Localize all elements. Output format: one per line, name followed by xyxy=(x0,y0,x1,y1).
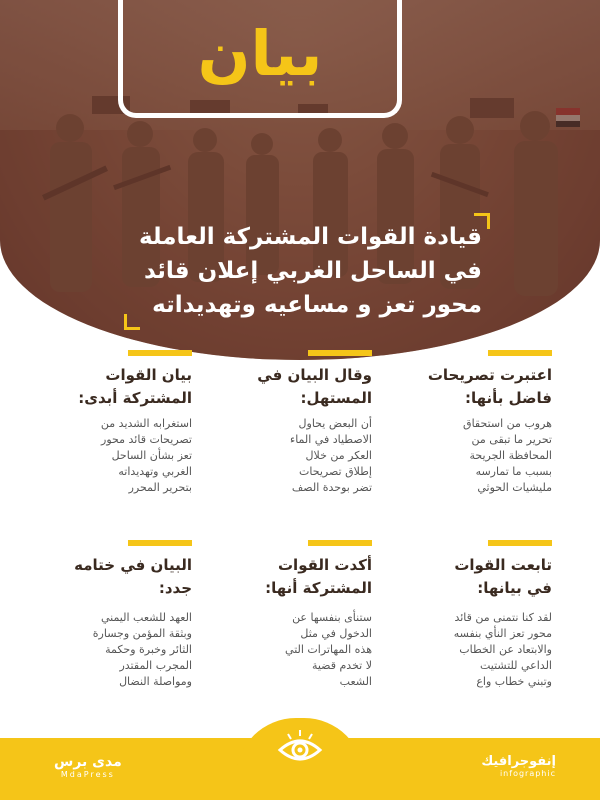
card-body-line: هذه المهاترات التي xyxy=(285,643,372,656)
infographic-label-ar: إنفوجرافيك xyxy=(481,754,556,769)
card-heading-line: البيان في ختامه xyxy=(74,556,192,574)
card-body xyxy=(222,610,372,690)
card-body xyxy=(222,416,372,496)
card-body-line: ستنأى بنفسها عن xyxy=(292,611,372,624)
card-heading-line: في بيانها: xyxy=(477,579,552,597)
card-body-line: العكر من خلال xyxy=(305,449,372,462)
infographic-label xyxy=(481,754,556,778)
card-accent-bar xyxy=(488,350,552,356)
card-body-line: تعز بشأن الساحل xyxy=(111,449,192,462)
card-heading-line: اعتبرت تصريحات xyxy=(427,366,552,384)
card-body-line: لا تخدم قضية xyxy=(311,659,372,672)
brand-name-ar: مدى برس xyxy=(54,754,122,770)
headline-line: في الساحل الغربي إعلان قائد xyxy=(143,258,482,284)
card-body-line: والابتعاد عن الخطاب xyxy=(459,643,552,656)
card-body-line: الشعب xyxy=(339,675,372,688)
card-body-line: مليشيات الحوثي xyxy=(477,481,552,494)
infographic-label-en: infographic xyxy=(499,769,556,778)
card-heading xyxy=(222,554,372,600)
card-body xyxy=(42,416,192,496)
headline-line: قيادة القوات المشتركة العاملة xyxy=(138,224,482,250)
card-accent-bar xyxy=(488,540,552,546)
card-body-line: تحرير ما تبقى من xyxy=(471,433,552,446)
card-heading-line: المشتركة أبدى: xyxy=(78,389,192,407)
card-body xyxy=(42,610,192,690)
eye-icon xyxy=(276,728,324,768)
card-heading xyxy=(222,364,372,410)
card-body xyxy=(402,610,552,690)
card-body-line: المحافظة الجريحة xyxy=(469,449,552,462)
card-body-line: العهد للشعب اليمني xyxy=(100,611,192,624)
card-heading xyxy=(42,364,192,410)
card-body-line: استغرابه الشديد من xyxy=(100,417,192,430)
card-heading xyxy=(402,554,552,600)
card-heading-line: تابعت القوات xyxy=(454,556,552,574)
card-4 xyxy=(402,540,552,720)
card-5 xyxy=(222,540,372,720)
card-accent-bar xyxy=(128,350,192,356)
card-body-line: الثائر وخبرة وحكمة xyxy=(105,643,192,656)
card-3 xyxy=(42,350,192,520)
card-heading-line: بيان القوات xyxy=(105,366,192,384)
card-body-line: الداعي للتشتيت xyxy=(479,659,552,672)
card-body-line: ومواصلة النضال xyxy=(119,675,192,688)
card-accent-bar xyxy=(308,540,372,546)
card-body-line: محور تعز النأي بنفسه xyxy=(453,627,552,640)
card-body-line: لقد كنا نتمنى من قائد xyxy=(454,611,552,624)
card-heading xyxy=(402,364,552,410)
card-heading-line: المستهل: xyxy=(300,389,372,407)
card-accent-bar xyxy=(128,540,192,546)
card-heading-line: المشتركة أنها: xyxy=(265,579,372,597)
card-body-line: بسبب ما تمارسه xyxy=(475,465,552,478)
card-body-line: المجرب المقتدر xyxy=(119,659,192,672)
card-heading-line: جدد: xyxy=(158,579,192,597)
brand-logo xyxy=(54,754,122,779)
card-body-line: تضر بوحدة الصف xyxy=(291,481,372,494)
card-heading-line: أكدت القوات xyxy=(277,556,372,574)
card-body-line: الاصطياد في الماء xyxy=(290,433,372,446)
card-body-line: وتبني خطاب واع xyxy=(476,675,552,688)
card-6 xyxy=(42,540,192,720)
card-heading-line: فاضل بأنها: xyxy=(465,389,552,407)
card-heading xyxy=(42,554,192,600)
card-1 xyxy=(402,350,552,520)
card-body-line: وبثقة المؤمن وجسارة xyxy=(92,627,192,640)
card-body xyxy=(402,416,552,496)
card-2 xyxy=(222,350,372,520)
headline-line: محور تعز و مساعيه وتهديداته xyxy=(152,292,482,318)
card-body-line: تصريحات قائد محور xyxy=(101,433,192,446)
card-heading-line: وقال البيان في xyxy=(257,366,372,384)
page-title: بيان xyxy=(197,16,323,90)
card-body-line: أن البعض يحاول xyxy=(298,417,372,430)
footer-bar xyxy=(0,738,600,800)
card-body-line: بتحرير المحرر xyxy=(128,481,192,494)
card-body-line: الغربي وتهديداته xyxy=(118,465,192,478)
card-body-line: الدخول في مثل xyxy=(300,627,372,640)
card-accent-bar xyxy=(308,350,372,356)
card-body-line: إطلاق تصريحات xyxy=(299,465,372,478)
card-body-line: هروب من استحقاق xyxy=(463,417,552,430)
brand-name-en: MdaPress xyxy=(60,770,115,779)
